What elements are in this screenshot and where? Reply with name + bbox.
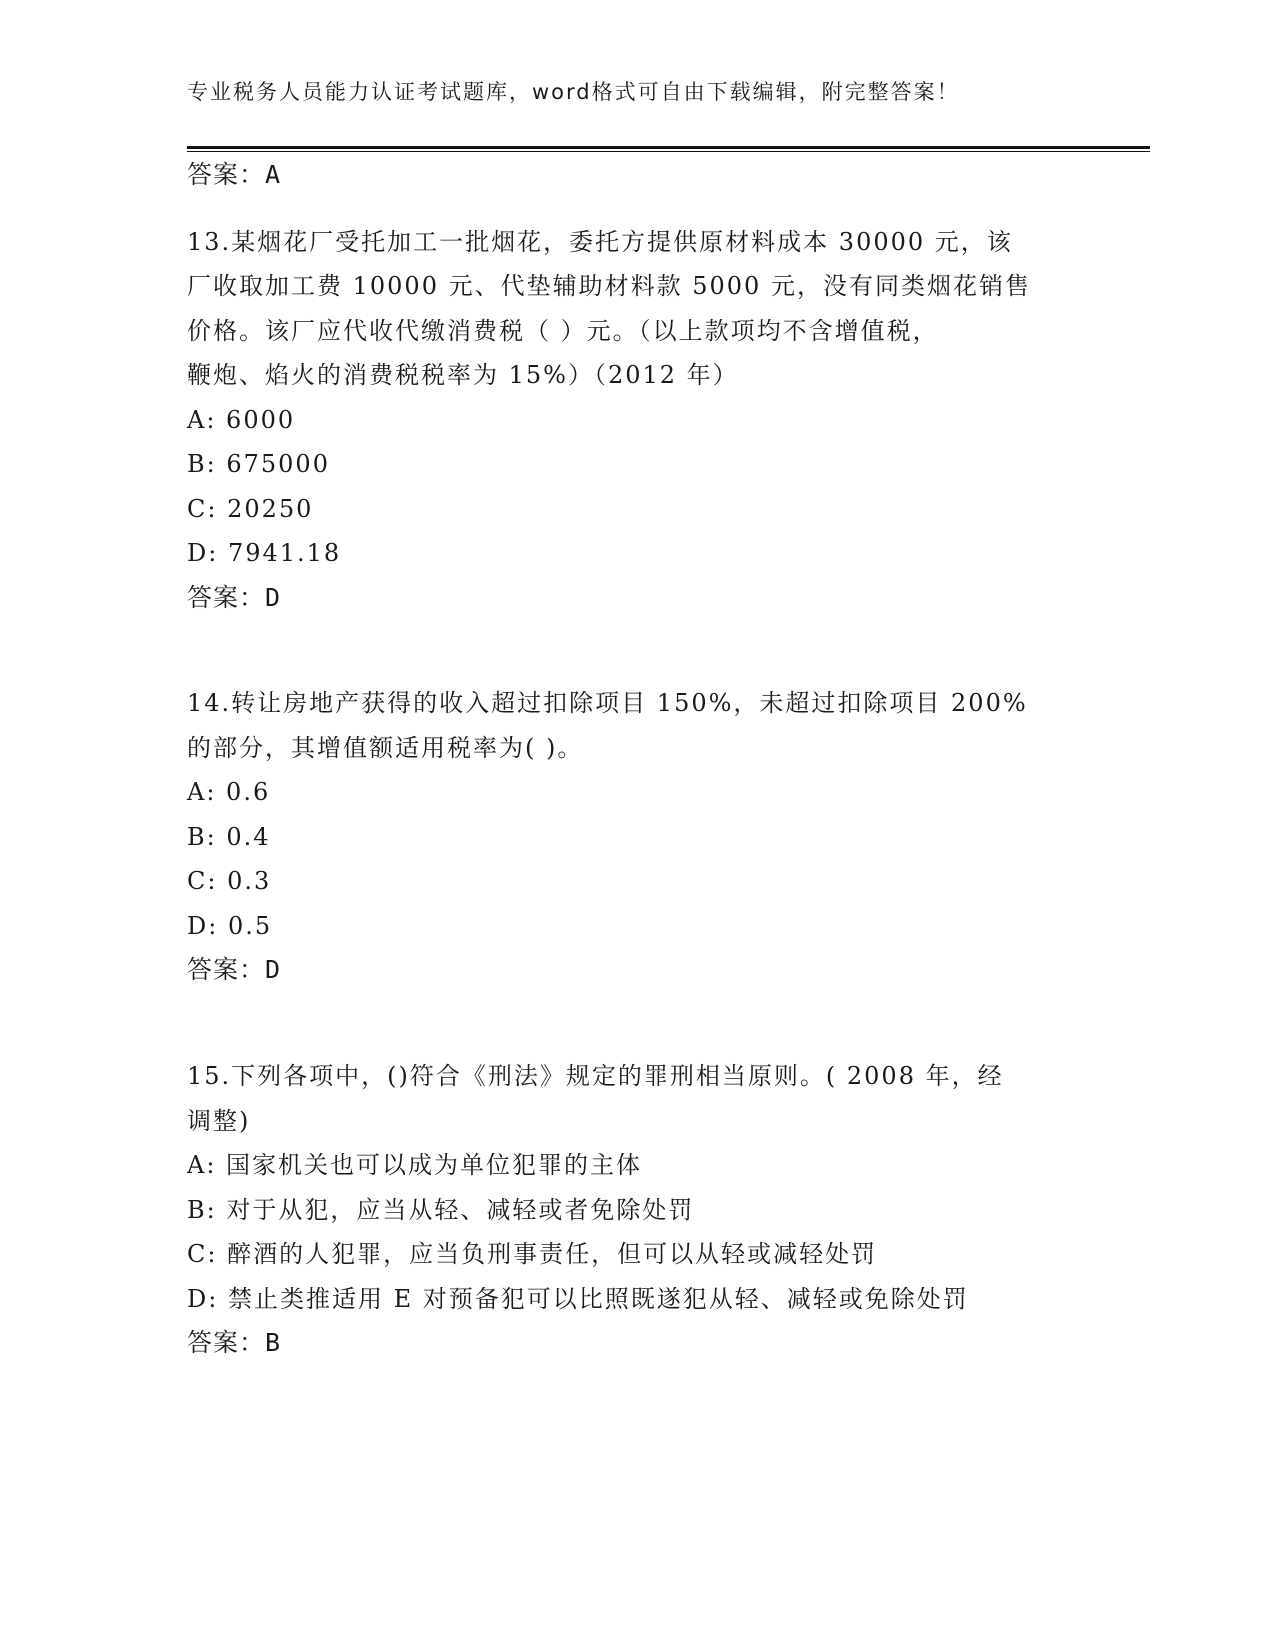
question-text-line: 调整) [187,1107,251,1135]
option-d: D: 0.5 [187,912,273,940]
question-text-line: 的部分，其增值额适用税率为( )。 [187,734,584,762]
option-c: C: 0.3 [187,867,272,895]
answer [187,1328,281,1358]
prev-answer [187,160,281,190]
answer-value: D [265,955,282,984]
question-text-line: 14.转让房地产获得的收入超过扣除项目 150%，未超过扣除项目 200% [187,689,1028,717]
answer-label: 答案： [187,160,266,189]
page-header: 专业税务人员能力认证考试题库，word格式可自由下载编辑，附完整答案！ [187,80,960,104]
option-a: A: 国家机关也可以成为单位犯罪的主体 [187,1151,643,1179]
option-b: B: 675000 [187,450,330,478]
answer-label: 答案： [187,955,266,984]
answer-value: A [265,160,282,189]
option-a: A: 0.6 [187,778,271,806]
option-d: D: 禁止类推适用 E 对预备犯可以比照既遂犯从轻、减轻或免除处罚 [187,1285,969,1313]
option-c: C: 醉酒的人犯罪，应当负刑事责任，但可以从轻或减轻处罚 [187,1240,878,1268]
answer-label: 答案： [187,583,266,612]
header-rule-thick [187,146,1150,149]
question-text-line: 厂收取加工费 10000 元、代垫辅助材料款 5000 元，没有同类烟花销售 [187,272,1031,300]
option-a: A: 6000 [187,406,296,434]
option-b: B: 0.4 [187,823,271,851]
question-text-line: 15.下列各项中，()符合《刑法》规定的罪刑相当原则。( 2008 年，经 [187,1062,1004,1090]
question-text-line: 鞭炮、焰火的消费税税率为 15%）（2012 年） [187,361,739,389]
answer [187,583,281,613]
answer-label: 答案： [187,1328,266,1357]
header-rule-thin [187,151,1150,152]
answer [187,955,281,985]
answer-value: B [265,1328,282,1357]
option-d: D: 7941.18 [187,539,342,567]
answer-value: D [265,583,282,612]
option-b: B: 对于从犯，应当从轻、减轻或者免除处罚 [187,1196,695,1224]
question-text-line: 13.某烟花厂受托加工一批烟花，委托方提供原材料成本 30000 元，该 [187,228,1013,256]
question-text-line: 价格。该厂应代收代缴消费税（ ）元。（以上款项均不含增值税， [187,317,939,345]
option-c: C: 20250 [187,495,314,523]
